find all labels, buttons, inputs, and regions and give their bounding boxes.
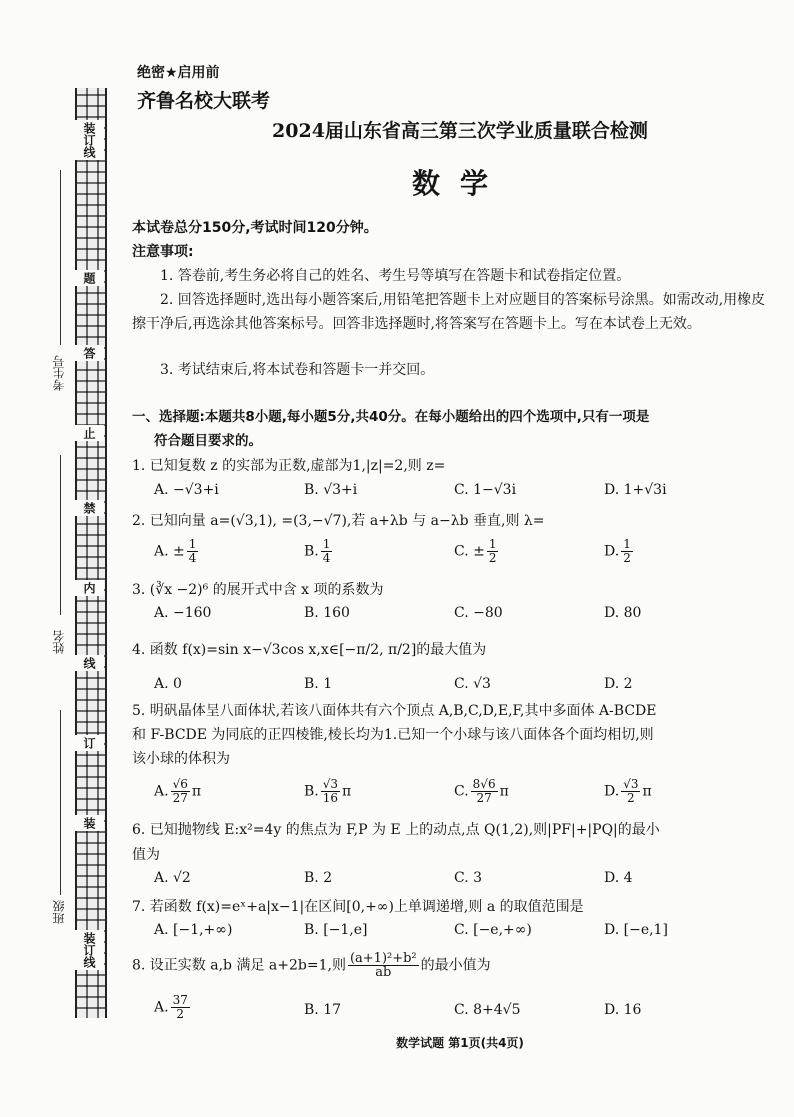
option-c-label: C. (454, 783, 469, 800)
note-1: 1. 答卷前,考生务必将自己的姓名、考生号等填写在答题卡和试卷指定位置。 (160, 268, 631, 284)
numerator: 1 (488, 537, 497, 551)
question-2-options (154, 538, 774, 568)
option-c-label: C. ± (454, 543, 485, 560)
question-6-stem-line2: 值为 (132, 847, 160, 863)
denominator: 27 (172, 791, 188, 805)
fraction (348, 952, 419, 979)
option-d: D. 80 (604, 605, 642, 621)
option-c: C. √3 (454, 676, 491, 692)
option-b: B. √3+i (304, 482, 358, 498)
question-5-options (154, 778, 774, 808)
denominator: 16 (322, 791, 339, 805)
denominator: 2 (623, 551, 631, 565)
option-d (604, 538, 635, 565)
question-7-options (154, 922, 774, 952)
option-c: C. [−e,+∞) (454, 922, 532, 938)
pi-symbol: π (499, 783, 509, 800)
strip-mark-bottom: 装订线 (74, 930, 104, 970)
field-label-name: 姓名 (52, 630, 66, 654)
fraction (621, 538, 633, 565)
pi-symbol: π (191, 783, 202, 800)
fraction (487, 538, 499, 565)
option-a-label: A. (154, 783, 169, 800)
numerator: √3 (322, 777, 339, 791)
denominator: 4 (322, 551, 331, 565)
denominator: ab (375, 965, 392, 980)
numerator: 1 (188, 537, 197, 551)
question-8-stem (132, 952, 772, 979)
numerator: 1 (623, 537, 631, 551)
option-c: C. 8+4√5 (454, 1002, 521, 1018)
stem-suffix: 的最小值为 (420, 957, 491, 974)
notice-heading: 注意事项: (132, 244, 194, 260)
field-line (60, 455, 61, 615)
fraction (321, 538, 333, 565)
option-b-label: B. (304, 543, 319, 560)
question-6-stem-line1: 6. 已知抛物线 E:x²=4y 的焦点为 F,P 为 E 上的动点,点 Q(1,2),则|PF|+|PQ|的最小 (132, 822, 660, 838)
option-b: B. [−1,e] (304, 922, 368, 938)
strip-mark: 内 (74, 580, 104, 596)
note-2: 2. 回答选择题时,选出每小题答案后,用铅笔把答题卡上对应题目的答案标号涂黑。如需改动,用橡皮擦干净后,再选涂其他答案标号。回答非选择题时,将答案写在答题卡上。写在本试卷上无效。 (132, 292, 766, 332)
option-b: B. 2 (304, 870, 333, 886)
page-footer: 数学试题 第1页(共4页) (396, 1036, 524, 1050)
strip-mark: 答 (74, 345, 104, 361)
strip-mark: 订 (74, 735, 104, 751)
strip-mark: 题 (74, 270, 104, 286)
option-c (454, 778, 509, 805)
option-b: B. 160 (304, 605, 350, 621)
option-d: D. [−e,1] (604, 922, 668, 938)
denominator: 2 (176, 1007, 185, 1021)
option-d: D. 2 (604, 676, 633, 692)
subject-title: 数学 (411, 167, 508, 200)
option-c: C. −80 (454, 605, 503, 621)
option-a-label: A. ± (154, 543, 185, 560)
field-line (60, 170, 61, 345)
option-a (154, 538, 200, 565)
confidential-label: 绝密★启用前 (137, 65, 220, 81)
question-3-stem: 3. (∛x −2)⁶ 的展开式中含 x 项的系数为 (132, 582, 384, 598)
option-a (154, 778, 201, 805)
field-line (60, 710, 61, 895)
numerator: 8√6 (472, 777, 496, 791)
option-b: B. 1 (304, 676, 333, 692)
option-a: A. 0 (154, 676, 182, 692)
exam-title: 2024届山东省高三第三次学业质量联合检测 (272, 120, 648, 142)
binding-strip (75, 88, 107, 1018)
question-4-stem: 4. 函数 f(x)=sin x−√3cos x,x∈[−π/2, π/2]的最大值为 (132, 642, 487, 658)
option-a: A. −160 (154, 605, 212, 621)
option-c: C. 3 (454, 870, 483, 886)
denominator: 2 (488, 551, 497, 565)
option-c (454, 538, 500, 565)
section-heading: 一、选择题:本题共8小题,每小题5分,共40分。在每小题给出的四个选项中,只有一项是 (132, 409, 650, 425)
field-label-student-id: 考生号 (52, 355, 66, 391)
question-3-options (154, 605, 774, 635)
option-a: A. −√3+i (154, 482, 219, 498)
numerator: √6 (172, 777, 188, 791)
option-d-label: D. (604, 543, 620, 560)
option-d: D. 16 (604, 1002, 642, 1018)
numerator: √3 (623, 777, 639, 791)
strip-mark-top: 装订线 (74, 120, 104, 160)
option-a: A. [−1,+∞) (154, 922, 233, 938)
question-8-options (154, 994, 774, 1024)
question-5-stem-line2: 和 F-BCDE 为同底的正四棱锥,棱长均为1.已知一个小球与该八面体各个面均相切,则 (132, 727, 654, 743)
option-b (304, 778, 351, 805)
question-7-stem: 7. 若函数 f(x)=eˣ+a|x−1|在区间[0,+∞)上单调递增,则 a 的取值范围是 (132, 899, 584, 915)
option-a-label: A. (154, 999, 169, 1016)
strip-mark: 装 (74, 815, 104, 831)
fraction (621, 778, 640, 805)
option-d: D. 4 (604, 870, 633, 886)
numerator: 37 (172, 993, 188, 1007)
question-1-stem: 1. 已知复数 z 的实部为正数,虚部为1,|z|=2,则 z= (132, 458, 446, 474)
option-a (154, 994, 192, 1021)
question-2-stem: 2. 已知向量 a=(√3,1), =(3,−√7),若 a+λb 与 a−λb 垂直,则 λ= (132, 513, 545, 529)
fraction (171, 778, 190, 805)
fraction (471, 778, 498, 805)
denominator: 2 (627, 791, 635, 805)
numerator: (a+1)²+b² (349, 951, 417, 966)
option-b-label: B. (304, 783, 319, 800)
exam-union-name: 齐鲁名校大联考 (137, 90, 271, 112)
fraction (187, 538, 199, 565)
fraction (321, 778, 340, 805)
question-5-stem-line3: 该小球的体积为 (132, 751, 230, 767)
question-5-stem-line1: 5. 明矾晶体呈八面体状,若该八面体共有六个顶点 A,B,C,D,E,F,其中多面体 A-BCDE (132, 703, 657, 719)
question-1-options (154, 482, 774, 512)
strip-mark: 禁 (74, 500, 104, 516)
option-a: A. √2 (154, 870, 191, 886)
section-heading-cont: 符合题目要求的。 (154, 433, 262, 449)
note-3: 3. 考试结束后,将本试卷和答题卡一并交回。 (160, 362, 435, 378)
field-label-class: 班级 (52, 900, 66, 924)
numerator: 1 (322, 537, 331, 551)
option-d: D. 1+√3i (604, 482, 667, 498)
stem-prefix: 8. 设正实数 a,b 满足 a+2b=1,则 (132, 957, 346, 974)
denominator: 4 (188, 551, 197, 565)
strip-mark: 线 (74, 655, 104, 671)
denominator: 27 (476, 791, 492, 805)
pi-symbol: π (342, 783, 352, 800)
strip-mark: 止 (74, 425, 104, 441)
score-line: 本试卷总分150分,考试时间120分钟。 (132, 220, 378, 236)
fraction (171, 994, 190, 1021)
option-d (604, 778, 652, 805)
option-b (304, 538, 334, 565)
option-b: B. 17 (304, 1002, 342, 1018)
pi-symbol: π (642, 783, 652, 800)
option-c: C. 1−√3i (454, 482, 517, 498)
option-d-label: D. (604, 783, 620, 800)
